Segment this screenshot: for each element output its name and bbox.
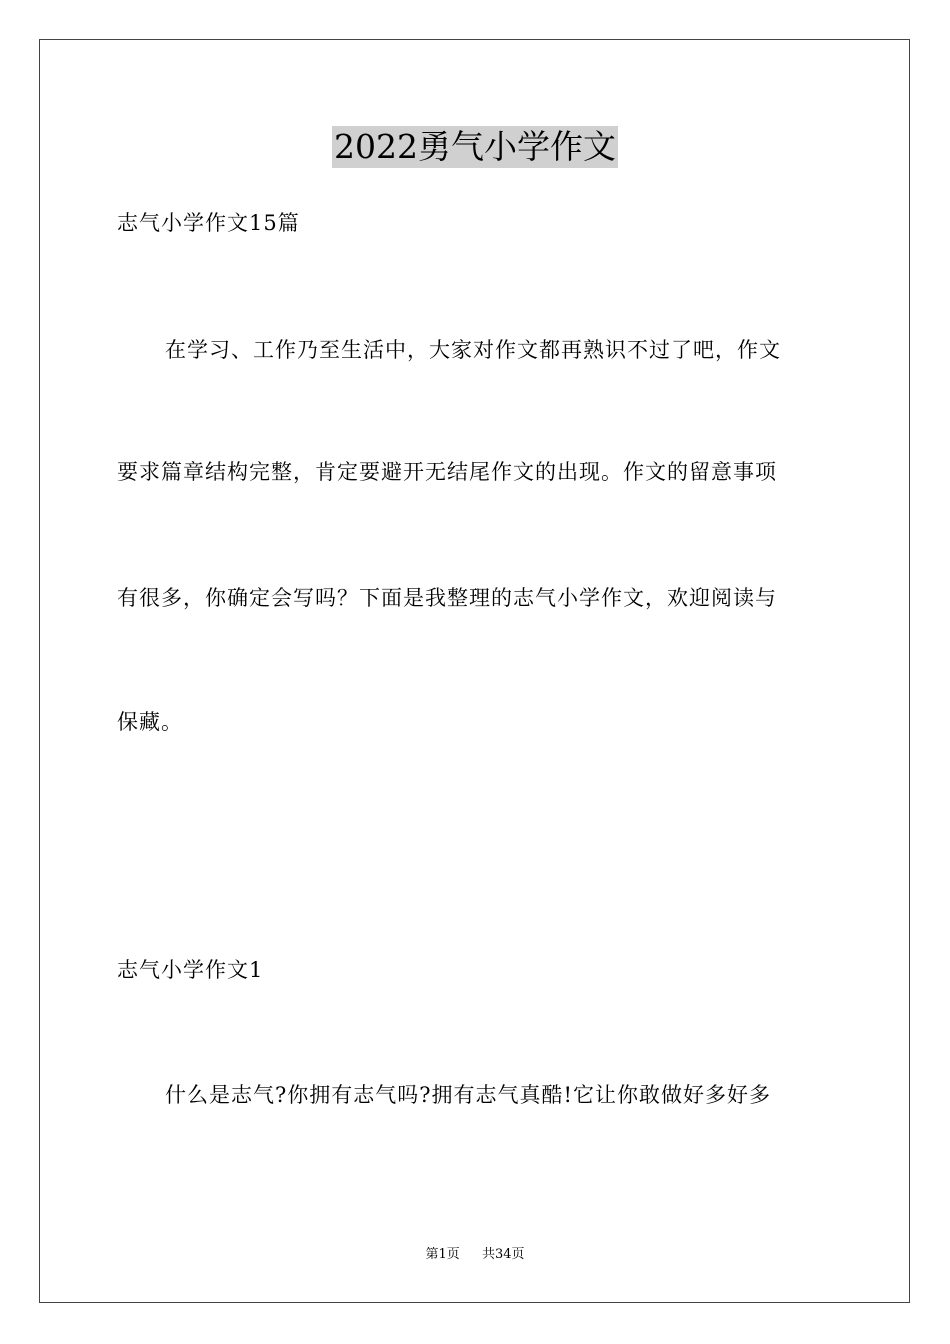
paragraph-line: 保藏。 [117,710,183,734]
page-number: 第1页 [425,1247,460,1262]
total-pages: 共34页 [482,1247,525,1262]
paragraph-line: 要求篇章结构完整，肯定要避开无结尾作文的出现。作文的留意事项 [117,460,777,484]
section-heading: 志气小学作文1 [117,958,264,982]
paragraph-line: 什么是志气?你拥有志气吗?拥有志气真酷!它让你敢做好多好多 [165,1083,771,1107]
document-title: 2022勇气小学作文 [334,127,616,166]
document-subtitle: 志气小学作文15篇 [117,211,300,235]
page-footer [0,1246,950,1264]
paragraph-line: 有很多，你确定会写吗？下面是我整理的志气小学作文，欢迎阅读与 [117,586,777,610]
paragraph-line: 在学习、工作乃至生活中，大家对作文都再熟识不过了吧，作文 [165,338,781,362]
